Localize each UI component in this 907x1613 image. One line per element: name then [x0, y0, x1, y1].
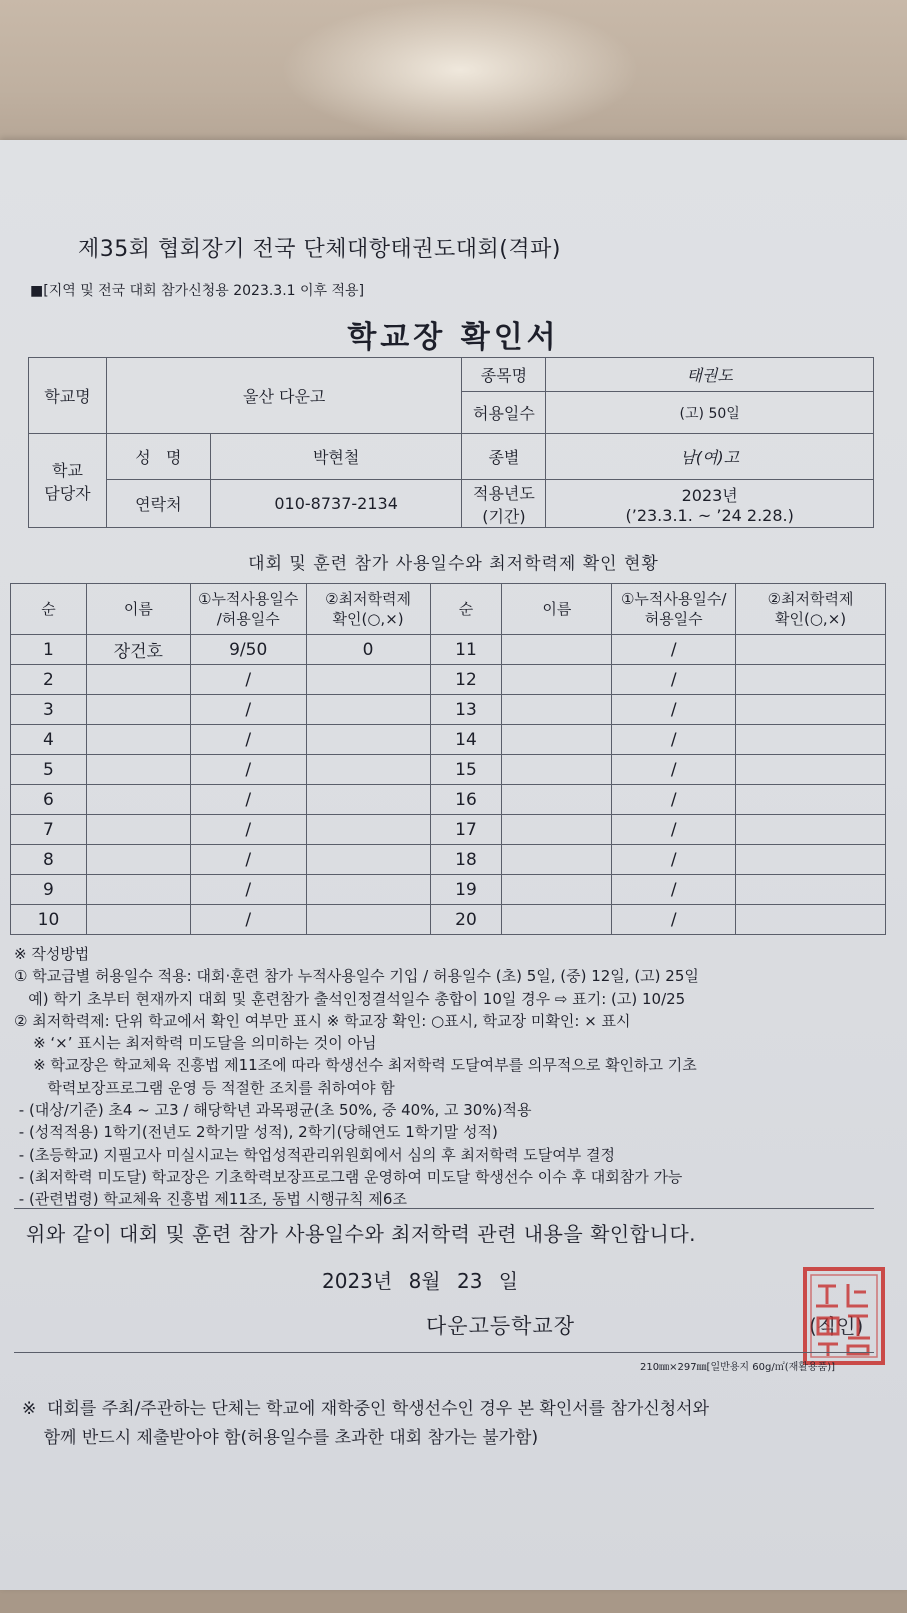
row-number: 5 [11, 755, 87, 785]
row-name: 장건호 [86, 635, 190, 665]
confirm-date [322, 1265, 518, 1294]
row-academic [736, 755, 886, 785]
row-academic [736, 725, 886, 755]
date-day: 23 일 [456, 1269, 519, 1293]
school-info-table [28, 357, 874, 528]
col-days-left [190, 584, 306, 635]
col-days-right [612, 584, 736, 635]
footnote [22, 1395, 709, 1453]
row-number: 13 [430, 695, 502, 725]
row-days: / [612, 665, 736, 695]
manager-label [29, 434, 107, 528]
row-academic [736, 815, 886, 845]
row-days: / [612, 725, 736, 755]
row-academic [306, 785, 430, 815]
row-days: / [612, 845, 736, 875]
row-name [502, 785, 612, 815]
roster-header-row [11, 584, 886, 635]
event-type-label: 종목명 [462, 358, 546, 392]
row-name [502, 695, 612, 725]
col-name-right: 이름 [502, 584, 612, 635]
row-name [502, 635, 612, 665]
period-label [462, 480, 546, 528]
row-days: / [190, 905, 306, 935]
row-days: / [612, 635, 736, 665]
period-value [546, 480, 874, 528]
col-no-left: 순 [11, 584, 87, 635]
row-days: / [612, 695, 736, 725]
period-year: 2023년 [681, 485, 738, 505]
row-name [86, 875, 190, 905]
row-academic [736, 845, 886, 875]
row-number: 7 [11, 815, 87, 845]
row-academic [306, 845, 430, 875]
row-days: 9/50 [190, 635, 306, 665]
col-days-left-line2: /허용일수 [216, 610, 280, 628]
row-number: 9 [11, 875, 87, 905]
row-number: 6 [11, 785, 87, 815]
table-row [11, 875, 886, 905]
row-number: 17 [430, 815, 502, 845]
allowed-days-value: (고) 50일 [546, 392, 874, 434]
instruction-line: - (초등학교) 지필고사 미실시교는 학업성적관리위원회에서 심의 후 최저학력 도달여부 결정 [14, 1145, 615, 1164]
row-academic [306, 905, 430, 935]
row-academic [736, 695, 886, 725]
row-name [502, 815, 612, 845]
row-number: 16 [430, 785, 502, 815]
instruction-line: - (대상/기준) 초4 ~ 고3 / 해당학년 과목평균(초 50%, 중 40%, 고 30%)적용 [14, 1101, 532, 1120]
row-number: 12 [430, 665, 502, 695]
row-days: / [612, 785, 736, 815]
table-row [11, 905, 886, 935]
row-days: / [190, 725, 306, 755]
table-row [11, 695, 886, 725]
instruction-line: ※ 작성방법 [14, 945, 90, 963]
col-academic-left-line1: ②최저학력제 [325, 590, 412, 608]
row-name [86, 725, 190, 755]
row-name [86, 815, 190, 845]
row-number: 2 [11, 665, 87, 695]
instruction-line: 예) 학기 초부터 현재까지 대회 및 훈련참가 출석인정결석일수 총합이 10일 경우 ⇨ 표기: (고) 10/25 [14, 989, 686, 1008]
row-days: / [190, 815, 306, 845]
period-range: (’23.3.1. ~ ’24 2.28.) [625, 505, 794, 525]
col-no-right: 순 [430, 584, 502, 635]
footnote-line2: 함께 반드시 제출받아야 함(허용일수를 초과한 대회 참가는 불가함) [22, 1428, 539, 1448]
period-label-line2: (기간) [482, 506, 526, 526]
school-label: 학교명 [29, 358, 107, 434]
category-value: 남(여)고 [546, 434, 874, 480]
col-days-left-line1: ①누적사용일수 [198, 590, 299, 608]
row-academic [736, 875, 886, 905]
row-name [86, 755, 190, 785]
col-academic-left-line2: 확인(○,×) [332, 610, 404, 628]
row-days: / [612, 815, 736, 845]
row-days: / [612, 755, 736, 785]
contact-value: 010-8737-2134 [210, 480, 462, 528]
row-academic [736, 905, 886, 935]
period-label-line1: 적용년도 [473, 483, 535, 503]
table-row [11, 635, 886, 665]
row-name [86, 665, 190, 695]
row-days: / [190, 845, 306, 875]
instructions [14, 943, 699, 1211]
row-name [86, 845, 190, 875]
instruction-line: - (관련법령) 학교체육 진흥법 제11조, 동법 시행규칙 제6조 [14, 1190, 407, 1209]
col-academic-right [736, 584, 886, 635]
col-academic-right-line1: ②최저학력제 [767, 590, 854, 608]
row-number: 14 [430, 725, 502, 755]
form-note: ■[지역 및 전국 대회 참가신청용 2023.3.1 이후 적용] [30, 283, 365, 299]
col-days-right-line1: ①누적사용일수/ [620, 590, 727, 608]
row-days: / [190, 875, 306, 905]
row-name [502, 845, 612, 875]
row-number: 20 [430, 905, 502, 935]
light-glare [280, 0, 640, 140]
manager-label-line1: 학교 [51, 460, 83, 480]
row-name [502, 905, 612, 935]
roster-table [10, 583, 886, 935]
row-academic: 0 [306, 635, 430, 665]
col-academic-right-line2: 확인(○,×) [775, 610, 847, 628]
col-name-left: 이름 [86, 584, 190, 635]
row-days: / [612, 875, 736, 905]
row-academic [736, 785, 886, 815]
divider [14, 1208, 874, 1209]
category-label: 종별 [462, 434, 546, 480]
footnote-line1: ※ 대회를 주최/주관하는 단체는 학교에 재학중인 학생선수인 경우 본 확인서를 참가신청서와 [22, 1399, 710, 1419]
confirm-statement: 위와 같이 대회 및 훈련 참가 사용일수와 최저학력 관련 내용을 확인합니다. [26, 1222, 697, 1246]
event-title: 제35회 협회장기 전국 단체대항태권도대회(격파) [78, 237, 561, 262]
row-number: 18 [430, 845, 502, 875]
event-type-value: 태권도 [546, 358, 874, 392]
row-number: 15 [430, 755, 502, 785]
table-row [11, 785, 886, 815]
official-seal-stamp [802, 1266, 886, 1366]
instruction-line: ① 학교급별 허용일수 적용: 대회·훈련 참가 누적사용일수 기입 / 허용일수 (초) 5일, (중) 12일, (고) 25일 [14, 967, 699, 986]
row-academic [306, 665, 430, 695]
table-row [11, 755, 886, 785]
paper-spec: 210㎜×297㎜[일반용지 60g/㎡(재활용품)] [640, 1362, 836, 1373]
row-number: 4 [11, 725, 87, 755]
instruction-line: - (성적적용) 1학기(전년도 2학기말 성적), 2학기(당해연도 1학기말 성적) [14, 1123, 498, 1142]
row-academic [306, 875, 430, 905]
date-month: 8월 [408, 1269, 441, 1293]
allowed-days-label: 허용일수 [462, 392, 546, 434]
instruction-line: 학력보장프로그램 운영 등 적절한 조치를 취하여야 함 [14, 1078, 395, 1097]
table-row [11, 665, 886, 695]
divider-bottom [14, 1352, 874, 1353]
row-academic [306, 755, 430, 785]
instruction-line: ※ 학교장은 학교체육 진흥법 제11조에 따라 학생선수 최저학력 도달여부를 의무적으로 확인하고 기초 [14, 1056, 697, 1075]
row-name [502, 665, 612, 695]
table-row [11, 815, 886, 845]
manager-label-line2: 담당자 [44, 483, 91, 503]
name-label: 성 명 [106, 434, 210, 480]
document-title: 학교장 확인서 [347, 320, 560, 355]
col-academic-left [306, 584, 430, 635]
row-academic [306, 815, 430, 845]
table-row [11, 725, 886, 755]
col-days-right-line2: 허용일수 [644, 610, 703, 628]
instruction-line: - (최저학력 미도달) 학교장은 기초학력보장프로그램 운영하여 미도달 학생선수 이수 후 대회참가 가능 [14, 1167, 683, 1186]
row-name [502, 755, 612, 785]
row-days: / [190, 755, 306, 785]
instruction-line: ※ ‘×’ 표시는 최저학력 미도달을 의미하는 것이 아님 [14, 1034, 377, 1053]
row-number: 3 [11, 695, 87, 725]
row-academic [306, 695, 430, 725]
principal-title: 다운고등학교장 [426, 1314, 576, 1338]
row-name [502, 875, 612, 905]
row-number: 11 [430, 635, 502, 665]
row-number: 8 [11, 845, 87, 875]
table-row [11, 845, 886, 875]
row-number: 19 [430, 875, 502, 905]
row-number: 1 [11, 635, 87, 665]
row-name [86, 905, 190, 935]
row-name [86, 785, 190, 815]
row-days: / [190, 785, 306, 815]
row-number: 10 [11, 905, 87, 935]
school-value: 울산 다운고 [106, 358, 462, 434]
row-academic [736, 665, 886, 695]
date-year: 2023년 [322, 1269, 393, 1293]
official-seal-label: (직인) [809, 1314, 864, 1338]
status-title: 대회 및 훈련 참가 사용일수와 최저학력제 확인 현황 [248, 554, 659, 574]
row-days: / [190, 665, 306, 695]
row-days: / [190, 695, 306, 725]
contact-label: 연락처 [106, 480, 210, 528]
row-academic [736, 635, 886, 665]
row-academic [306, 725, 430, 755]
row-days: / [612, 905, 736, 935]
row-name [502, 725, 612, 755]
row-name [86, 695, 190, 725]
name-value: 박현철 [210, 434, 462, 480]
instruction-line: ② 최저학력제: 단위 학교에서 확인 여부만 표시 ※ 학교장 확인: ○표시, 학교장 미확인: × 표시 [14, 1011, 631, 1030]
